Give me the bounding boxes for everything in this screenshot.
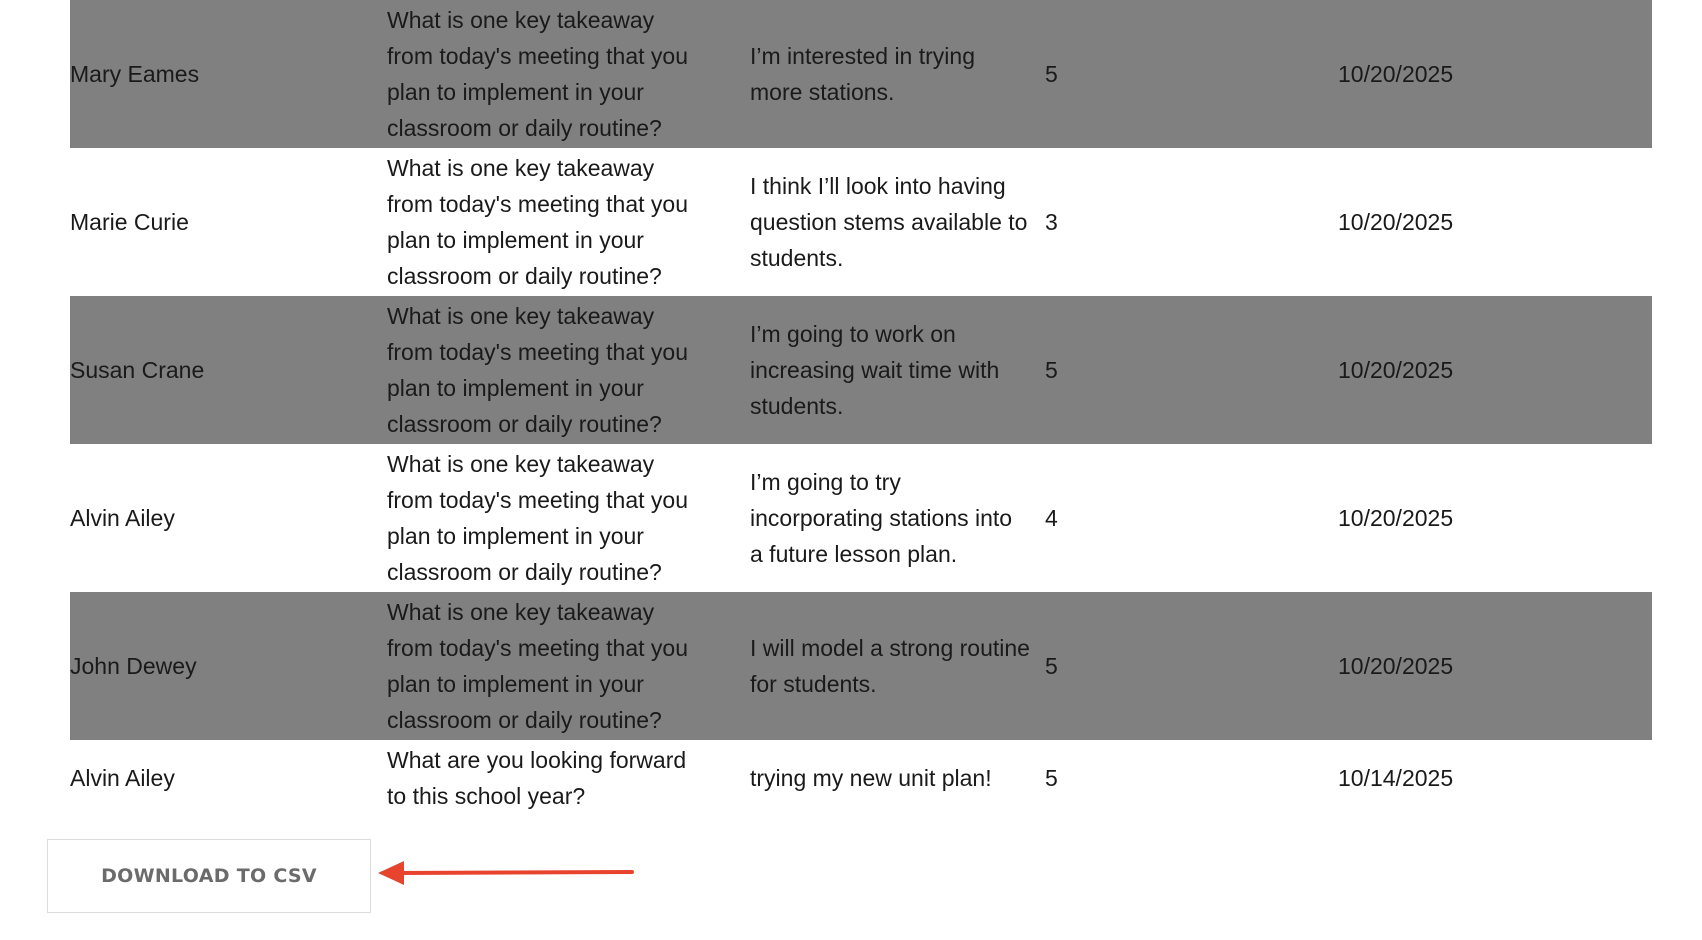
rating-value: 5 (1045, 61, 1058, 87)
question-text: What is one key takeaway from today's meeting that you plan to implement in your classroom or daily routine? (387, 451, 688, 585)
respondent-name: Alvin Ailey (70, 505, 175, 531)
table-row (70, 296, 1652, 444)
arrow-head (378, 861, 404, 885)
question-text: What are you looking forward to this school year? (387, 747, 687, 809)
answer-text: I’m interested in trying more stations. (750, 43, 975, 105)
responses-table (70, 0, 1652, 816)
answer-text: I will model a strong routine for students. (750, 635, 1030, 697)
answer-text: I’m going to work on increasing wait time with students. (750, 321, 1000, 419)
arrow-shaft (398, 872, 632, 873)
respondent-name: Mary Eames (70, 61, 200, 87)
response-date: 10/20/2025 (1338, 357, 1454, 383)
answer-text: trying my new unit plan! (750, 765, 992, 791)
table-row (70, 148, 1652, 296)
rating-value: 5 (1045, 765, 1058, 791)
question-text: What is one key takeaway from today's meeting that you plan to implement in your classroom or daily routine? (387, 155, 688, 289)
question-text: What is one key takeaway from today's meeting that you plan to implement in your classroom or daily routine? (387, 599, 688, 733)
rating-value: 5 (1045, 357, 1058, 383)
answer-text: I’m going to try incorporating stations into a future lesson plan. (750, 469, 1013, 567)
respondent-name: Susan Crane (70, 357, 205, 383)
download-csv-button[interactable]: DOWNLOAD TO CSV (47, 839, 371, 913)
respondent-name: Marie Curie (70, 209, 189, 235)
table-row (70, 0, 1652, 148)
rating-value: 5 (1045, 653, 1058, 679)
rating-value: 3 (1045, 209, 1058, 235)
answer-text: I think I’ll look into having question stems available to students. (750, 173, 1028, 271)
left-arrow-icon (378, 858, 634, 888)
rating-value: 4 (1045, 505, 1058, 531)
respondent-name: John Dewey (70, 653, 197, 679)
question-text: What is one key takeaway from today's meeting that you plan to implement in your classroom or daily routine? (387, 7, 688, 141)
table-row (70, 592, 1652, 740)
response-date: 10/20/2025 (1338, 61, 1454, 87)
response-date: 10/20/2025 (1338, 209, 1454, 235)
table-row (70, 740, 1652, 816)
table-row (70, 444, 1652, 592)
respondent-name: Alvin Ailey (70, 765, 175, 791)
question-text: What is one key takeaway from today's meeting that you plan to implement in your classroom or daily routine? (387, 303, 688, 437)
response-date: 10/20/2025 (1338, 505, 1454, 531)
response-date: 10/14/2025 (1338, 765, 1454, 791)
response-date: 10/20/2025 (1338, 653, 1454, 679)
